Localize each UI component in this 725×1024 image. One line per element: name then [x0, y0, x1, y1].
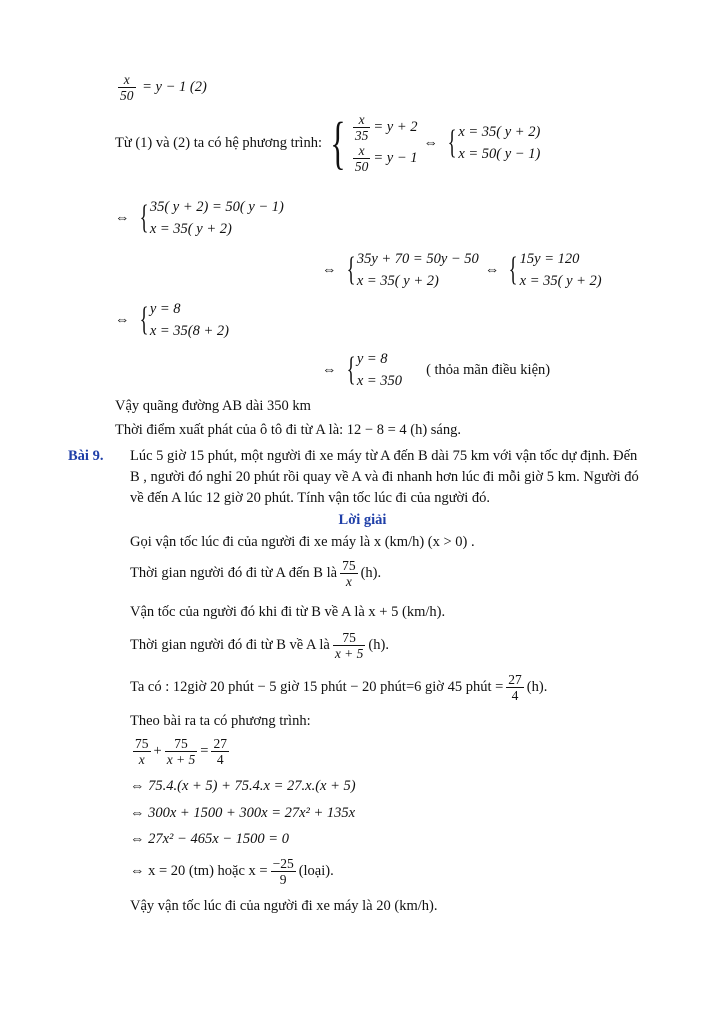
solution-step-1: Gọi vận tốc lúc đi của người đi xe máy là x (km/h) (x > 0) .: [130, 534, 475, 550]
main-equation: $\frac{75}{x}$ + $\frac{75}{x + 5}$ = $\frac{27}{4}$: [135, 736, 227, 767]
fraction: $\frac{x}{50}$: [120, 72, 134, 103]
solution-step-6: Theo bài ra ta có phương trình:: [130, 713, 311, 729]
problem-text-line-2: B , người đó nghỉ 20 phút rồi quay về A và đi nhanh hơn lúc đi mỗi giờ 5 km. Người đó: [130, 469, 639, 485]
system-4: { 35y + 70 = 50y − 50 x = 35( y + 2): [346, 251, 479, 289]
solution-step-2: Thời gian người đó đi từ A đến B là $\frac{75}{x}$ (h).: [130, 558, 382, 589]
conclusion-start-time: Thời điểm xuất phát của ô tô đi từ A là: 12 − 8 = 4 (h) sáng.: [115, 422, 461, 438]
condition-note: ( thỏa mãn điều kiện): [426, 361, 551, 378]
system-4-5-line: ⇔ { 35y + 70 = 50y − 50 x = 35( y + 2) ⇔ { 15y = 120 x = 35( y + 2): [316, 248, 602, 292]
system-7-line: ⇔ { y = 8 x = 350 ( thỏa mãn điều kiện): [316, 348, 550, 392]
system-7: { y = 8 x = 350: [346, 351, 403, 389]
conclusion-distance: Vậy quãng đường AB dài 350 km: [115, 398, 311, 414]
system-intro-line: Từ (1) và (2) ta có hệ phương trình: { $\frac{x}{35}$ = y + 2 $\frac{x}{50}$ = y − 1 ⇔ { x = 35( y + 2) x = 50( y − 1): [115, 110, 541, 175]
system-5: { 15y = 120 x = 35( y + 2): [508, 251, 602, 289]
problem-text-line-3: về đến A lúc 12 giờ 20 phút. Tính vận tốc lúc đi của người đó.: [130, 490, 491, 506]
equation-step-2: ⇔ 75.4.(x + 5) + 75.4.x = 27.x.(x + 5): [130, 778, 356, 794]
problem-label: Bài 9.: [68, 448, 104, 464]
final-answer: Vậy vận tốc lúc đi của người đi xe máy là 20 (km/h).: [130, 898, 438, 914]
system-3: { 35( y + 2) = 50( y − 1) x = 35( y + 2): [139, 199, 284, 237]
solution-step-3: Vận tốc của người đó khi đi từ B về A là x + 5 (km/h).: [130, 604, 446, 620]
equation-step-3: ⇔ 300x + 1500 + 300x = 27x² + 135x: [130, 805, 356, 821]
problem-text-line-1: Lúc 5 giờ 15 phút, một người đi xe máy từ A đến B dài 75 km với vận tốc dự định. Đến: [130, 448, 638, 464]
system-intro-text: Từ (1) và (2) ta có hệ phương trình:: [115, 134, 322, 151]
equation-2: $\frac{x}{50}$ = y − 1 (2): [120, 72, 207, 103]
system-1: { $\frac{x}{35}$ = y + 2 $\frac{x}{50}$ = y − 1: [330, 110, 418, 175]
solution-step-5: Ta có : 12giờ 20 phút − 5 giờ 15 phút − 20 phút=6 giờ 45 phút = $\frac{27}{4}$ (h).: [130, 672, 548, 703]
solution-title: Lời giải: [338, 512, 387, 528]
system-2: { x = 35( y + 2) x = 50( y − 1): [447, 124, 541, 162]
system-3-line: ⇔ { 35( y + 2) = 50( y − 1) x = 35( y + 2): [115, 196, 284, 240]
equation-step-5: ⇔ x = 20 (tm) hoặc x = $\frac{-25}{9}$ (loại).: [130, 856, 334, 887]
equation-step-4: ⇔ 27x² − 465x − 1500 = 0: [130, 831, 289, 847]
system-6: { y = 8 x = 35(8 + 2): [139, 301, 229, 339]
system-6-line: ⇔ { y = 8 x = 35(8 + 2): [115, 298, 229, 342]
solution-step-4: Thời gian người đó đi từ B về A là $\frac{75}{x + 5}$ (h).: [130, 630, 389, 661]
